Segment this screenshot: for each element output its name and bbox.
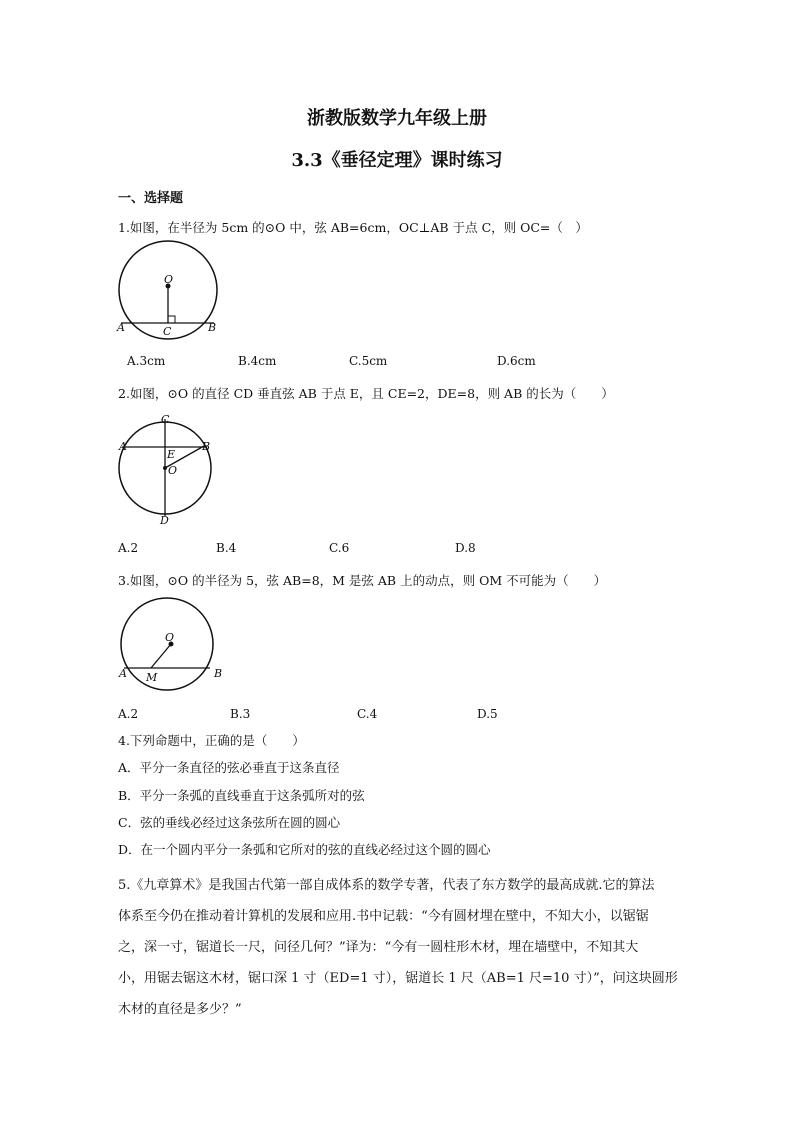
label-e: E — [167, 448, 176, 461]
question-1-option-a: A.3cm — [127, 354, 166, 368]
label-b: B — [202, 440, 211, 453]
circle-o — [121, 598, 213, 690]
question-3-option-a: A.2 — [118, 707, 139, 721]
question-2-option-d: D.8 — [455, 541, 476, 555]
segment-om — [151, 644, 171, 668]
label-c: C — [161, 413, 170, 426]
question-5-line-3: 之，深一寸，锯道长一尺，问径几何？”译为：“今有一圆柱形木材，埋在墙壁中，不知其大 — [118, 940, 639, 955]
question-1-option-b: B.4cm — [238, 354, 277, 368]
right-angle-mark — [168, 316, 175, 323]
label-a: A — [117, 321, 125, 334]
question-2-option-c: C.6 — [329, 541, 350, 555]
label-a: A — [119, 440, 127, 453]
question-5-line-4: 小，用锯去锯这木材，锯口深 1 寸（ED=1 寸），锯道长 1 尺（AB=1 尺=10 寸）”，问这块圆形 — [118, 971, 678, 986]
section-heading: 一、选择题 — [118, 191, 184, 206]
question-1-option-c: C.5cm — [349, 354, 388, 368]
question-4-option-a: A．平分一条直径的弦必垂直于这条直径 — [118, 760, 340, 775]
label-m: M — [146, 671, 158, 684]
question-5-line-2: 体系至今仍在推动着计算机的发展和应用.书中记载：“今有圆材埋在壁中，不知大小，以锯锯 — [118, 909, 649, 924]
page-title: 浙教版数学九年级上册 — [307, 108, 487, 129]
question-2-stem: 2.如图，⊙O 的直径 CD 垂直弦 AB 于点 E，且 CE=2，DE=8，则 AB 的长为（ ） — [118, 386, 614, 401]
label-o: O — [168, 464, 178, 477]
question-4-option-d: D．在一个圆内平分一条弧和它所对的弦的直线必经过这个圆的圆心 — [118, 842, 491, 857]
question-4-stem: 4.下列命题中，正确的是（ ） — [118, 733, 305, 748]
label-d: D — [160, 514, 169, 527]
question-2-option-a: A.2 — [118, 541, 139, 555]
question-1-figure — [110, 238, 230, 348]
question-2-figure — [110, 410, 230, 530]
label-o: O — [164, 273, 174, 286]
question-1-option-d: D.6cm — [497, 354, 536, 368]
page-subtitle: 3.3《垂径定理》课时练习 — [291, 150, 503, 171]
label-b: B — [214, 667, 223, 680]
question-3-figure — [110, 594, 230, 694]
label-b: B — [208, 321, 217, 334]
label-o: O — [165, 631, 175, 644]
question-3-option-d: D.5 — [477, 707, 498, 721]
label-a: A — [119, 667, 127, 680]
label-c: C — [163, 325, 172, 338]
question-4-option-c: C．弦的垂线必经过这条弦所在圆的圆心 — [118, 815, 341, 830]
center-point — [163, 466, 167, 470]
question-3-stem: 3.如图，⊙O 的半径为 5，弦 AB=8，M 是弦 AB 上的动点，则 OM 不可能为（ ） — [118, 573, 607, 588]
question-2-option-b: B.4 — [216, 541, 237, 555]
question-1-stem: 1.如图，在半径为 5cm 的⊙O 中，弦 AB=6cm，OC⊥AB 于点 C，则 OC=（ ） — [118, 220, 588, 235]
question-4-option-b: B．平分一条弧的直线垂直于这条弧所对的弦 — [118, 788, 365, 803]
question-3-option-b: B.3 — [230, 707, 251, 721]
question-5-line-1: 5.《九章算术》是我国古代第一部自成体系的数学专著，代表了东方数学的最高成就.它的算法 — [118, 878, 655, 893]
question-3-option-c: C.4 — [357, 707, 378, 721]
question-5-line-5: 木材的直径是多少？” — [118, 1002, 242, 1017]
